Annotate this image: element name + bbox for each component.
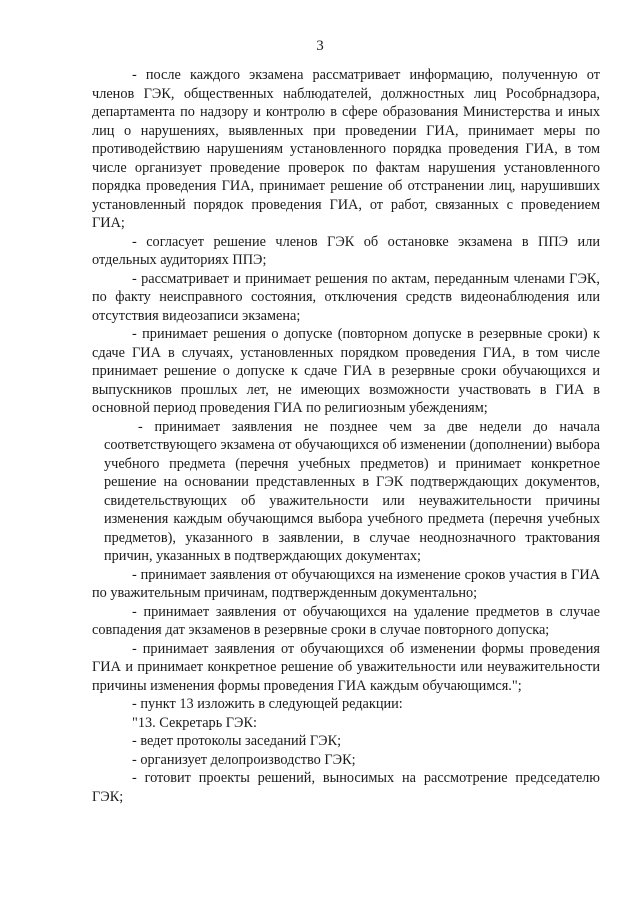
document-body <box>92 66 600 806</box>
paragraph-item-13-intro: - пункт 13 изложить в следующей редакции: <box>132 696 403 712</box>
paragraph-term-change: - принимает заявления от обучающихся на изменение сроков участия в ГИА по уважительным причинам, подтвержденным документально; <box>92 566 600 601</box>
paragraph-keeps-minutes: - ведет протоколы заседаний ГЭК; <box>132 733 342 749</box>
paragraph-subject-change: - принимает заявления не позднее чем за две недели до начала соответствующего экзамена от обучающихся об изменении (дополнении) выбора учебного предмета (перечня учебных предметов) и принимает конкретное решение на основании представленных в ГЭК подтверждающих документов, свидетельствующих об уважительности или неуважительности причины изменения каждым обучающимся выбора учебного предмета (перечня учебных предметов), указанного в заявлении, в случае неоднозначного трактования причин, указанных в подтверждающих документах; <box>104 418 600 564</box>
paragraph-review-violations: - после каждого экзамена рассматривает информацию, полученную от членов ГЭК, общественных наблюдателей, должностных лиц Рособрнадзора, департамента по надзору и контролю в сфере образования Министерства и иных лиц о нарушениях, выявленных при проведении ГИА, принимает меры по противодействию нарушениям установленного порядка проведения ГИА, в том числе организует проведение проверок по фактам нарушения установленного порядка проведения ГИА, принимает решение об отстранении лиц, нарушивших установленный порядок проведения ГИА, от работ, связанных с проведением ГИА; <box>92 67 600 231</box>
page-number: 3 <box>316 38 324 54</box>
paragraph-secretary-heading: "13. Секретарь ГЭК: <box>132 714 258 731</box>
paragraph-draft-decisions: - готовит проекты решений, выносимых на рассмотрение председателю ГЭК; <box>92 770 600 805</box>
paragraph-video-acts: - рассматривает и принимает решения по актам, переданным членами ГЭК, по факту неисправного состояния, отключения средств видеонаблюдения или отсутствия видеозаписи экзамена; <box>92 270 600 324</box>
paragraph-admission-decisions: - принимает решения о допуске (повторном допуске в резервные сроки) к сдаче ГИА в случаях, установленных порядком проведения ГИА, в том числе принимает решение о допуске к сдаче ГИА в резервные сроки обучающихся и выпускников прошлых лет, не имеющих возможности участвовать в ГИА в основной период проведения ГИА по религиозным убеждениям; <box>92 326 600 416</box>
paragraph-form-change: - принимает заявления от обучающихся об изменении формы проведения ГИА и принимает конкретное решение об уважительности или неуважительности причины изменения формы проведения ГИА каждым обучающимся."; <box>92 640 600 694</box>
paragraph-subject-removal: - принимает заявления от обучающихся на удаление предметов в случае совпадения дат экзаменов в резервные сроки в случае повторного допуска; <box>92 603 600 638</box>
paragraph-agree-exam-stop: - согласует решение членов ГЭК об остановке экзамена в ППЭ или отдельных аудиториях ППЭ; <box>92 233 600 268</box>
paragraph-record-keeping: - организует делопроизводство ГЭК; <box>132 751 356 768</box>
